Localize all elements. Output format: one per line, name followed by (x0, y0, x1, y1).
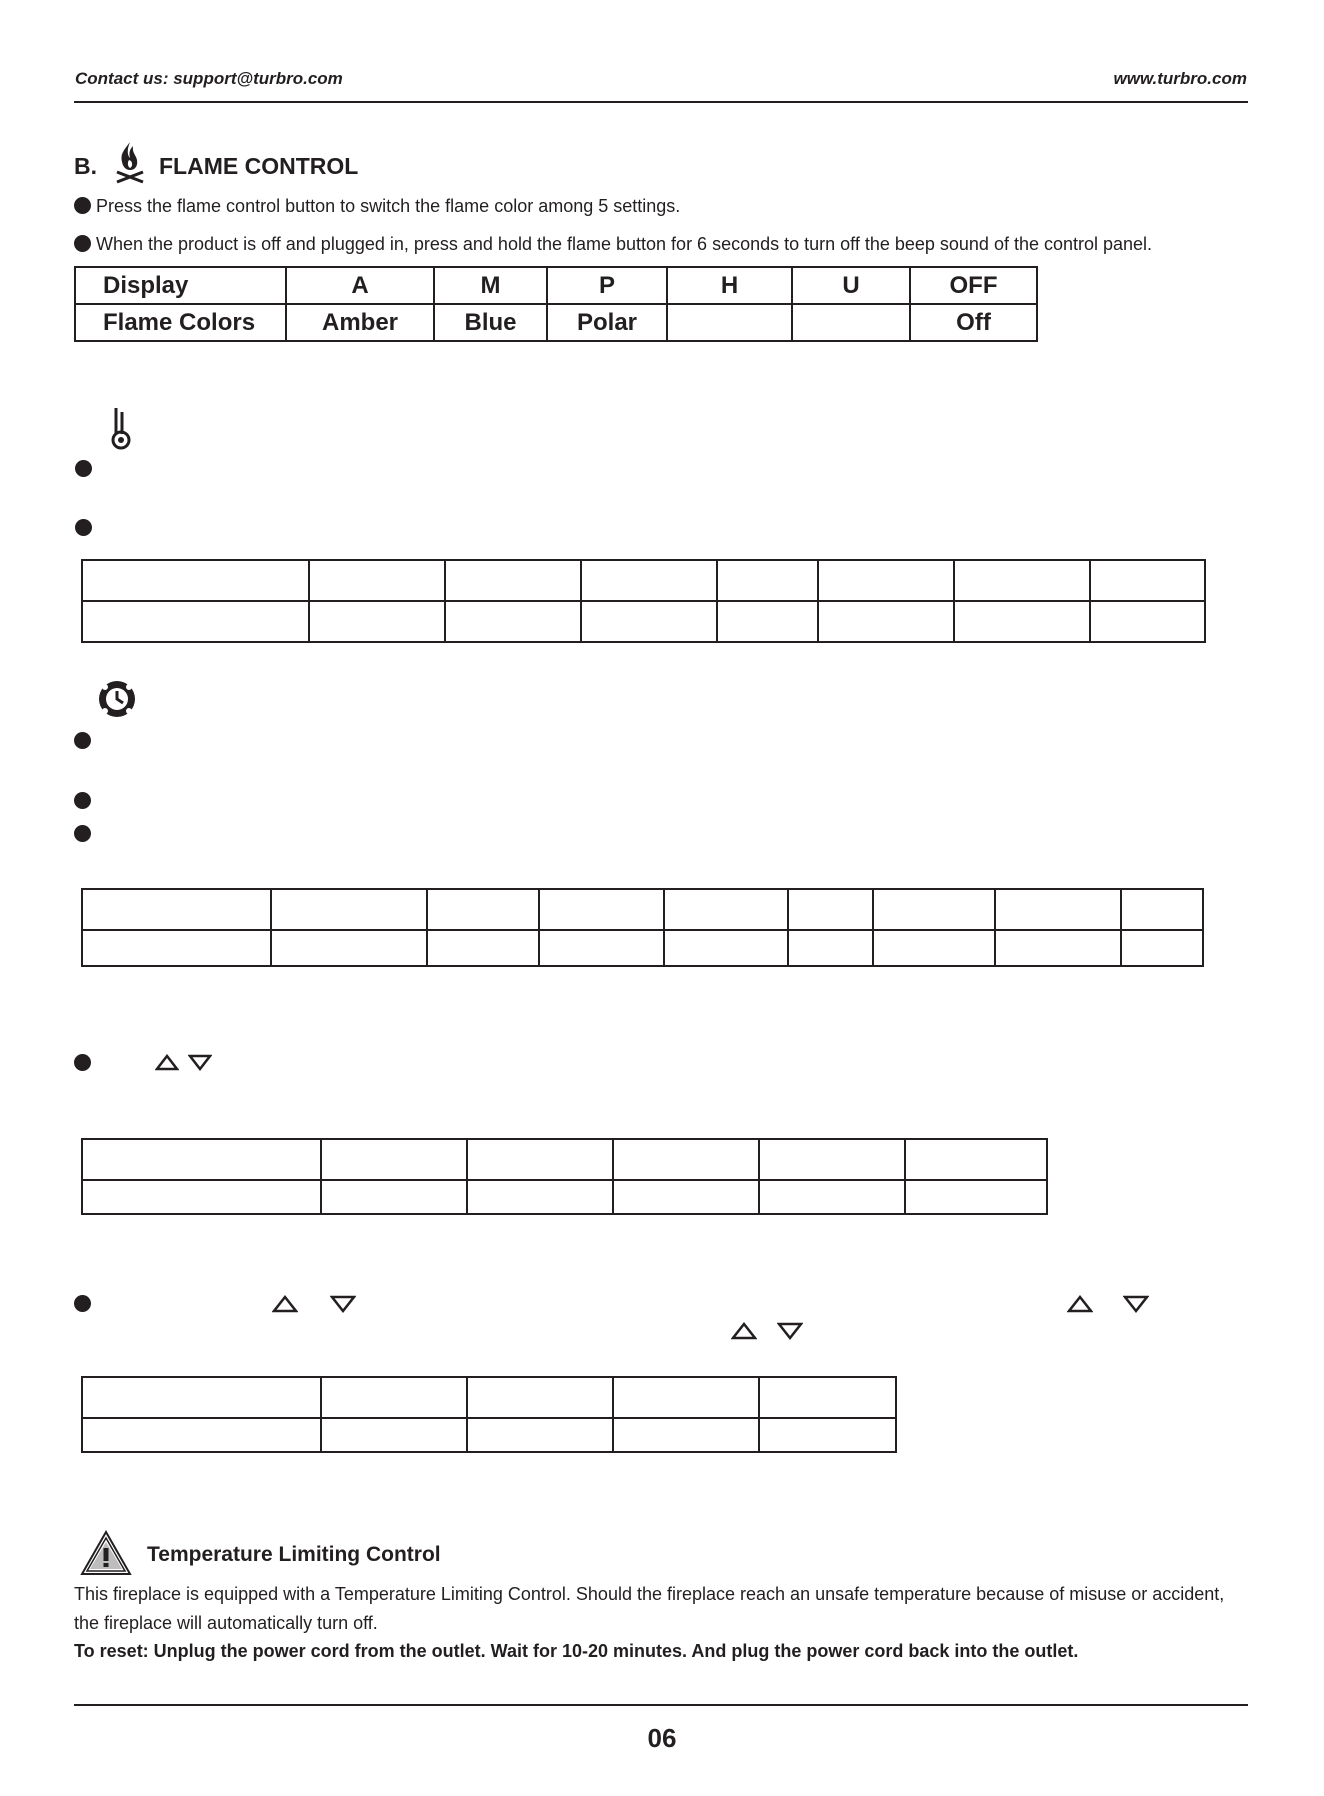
table-cell (995, 930, 1121, 966)
table-cell (759, 1377, 896, 1418)
warning-title: Temperature Limiting Control (147, 1543, 441, 1566)
footer-divider (74, 1704, 1248, 1706)
table-cell (82, 601, 309, 642)
website-url: www.turbro.com (1113, 69, 1247, 88)
table-cell: Blue (434, 304, 547, 341)
table-cell (759, 1139, 905, 1180)
table-cell (82, 889, 271, 930)
table-cell: M (434, 267, 547, 304)
bullet-dot (74, 1295, 91, 1312)
table-cell: P (547, 267, 667, 304)
table-cell (271, 889, 427, 930)
table-cell (905, 1139, 1047, 1180)
table-cell (321, 1418, 467, 1452)
table-cell (427, 930, 539, 966)
warning-triangle-icon (80, 1530, 132, 1576)
table-cell (539, 889, 664, 930)
up-triangle-icon (731, 1322, 757, 1340)
table-cell (717, 560, 818, 601)
bullet-dot (74, 732, 91, 749)
table-row (82, 889, 1203, 930)
table-cell (1090, 560, 1205, 601)
table-cell (445, 601, 581, 642)
table-cell (788, 889, 873, 930)
section-title: FLAME CONTROL (159, 153, 359, 179)
table-cell (309, 601, 445, 642)
table-cell (271, 930, 427, 966)
contact-email: Contact us: support@turbro.com (75, 69, 343, 88)
timer-icon (97, 679, 137, 719)
down-triangle-icon (777, 1322, 803, 1340)
table-row (82, 930, 1203, 966)
table-cell (321, 1377, 467, 1418)
table-cell (1121, 930, 1203, 966)
table-cell (873, 889, 995, 930)
table-cell (82, 930, 271, 966)
page-number: 06 (647, 1723, 677, 1753)
table-cell: A (286, 267, 434, 304)
bullet-dot (74, 235, 91, 252)
up-triangle-icon (1067, 1295, 1093, 1313)
table-cell (1090, 601, 1205, 642)
table-cell (321, 1139, 467, 1180)
table-cell (613, 1180, 759, 1214)
table-row (82, 1139, 1047, 1180)
table-cell (581, 601, 717, 642)
table-cell (467, 1418, 613, 1452)
table-cell (309, 560, 445, 601)
table-cell (664, 889, 788, 930)
table-cell (613, 1377, 759, 1418)
flame-bullet-2: When the product is off and plugged in, press and hold the flame button for 6 seconds to turn off the beep sound of the control panel. (96, 234, 1153, 254)
heat-table (81, 559, 1206, 643)
table-cell (717, 601, 818, 642)
down-triangle-icon (188, 1054, 212, 1071)
table-row (82, 1418, 896, 1452)
warning-body: This fireplace is equipped with a Temperature Limiting Control. Should the fireplace reach an unsafe temperature because of misuse or accident, the fireplace will automatically turn off. (74, 1584, 1225, 1633)
bullet-dot (74, 792, 91, 809)
bullet-dot (74, 1054, 91, 1071)
table-cell (818, 560, 954, 601)
setting-table-2 (81, 1376, 897, 1453)
table-cell: Amber (286, 304, 434, 341)
bullet-dot (74, 825, 91, 842)
table-cell (818, 601, 954, 642)
table-cell: OFF (910, 267, 1037, 304)
table-cell (954, 601, 1090, 642)
table-cell (82, 1418, 321, 1452)
section-letter: B. (74, 153, 97, 179)
table-cell (467, 1180, 613, 1214)
bullet-dot (75, 460, 92, 477)
table-cell (954, 560, 1090, 601)
header-divider (74, 101, 1248, 103)
table-row (82, 1180, 1047, 1214)
table-row (75, 267, 1037, 304)
table-cell (82, 560, 309, 601)
timer-table (81, 888, 1204, 967)
table-cell (445, 560, 581, 601)
table-cell (873, 930, 995, 966)
table-cell: Polar (547, 304, 667, 341)
table-cell (82, 1377, 321, 1418)
setting-table-1 (81, 1138, 1048, 1215)
table-cell (788, 930, 873, 966)
thermometer-icon (108, 406, 134, 450)
bullet-dot (75, 519, 92, 536)
table-cell (792, 304, 910, 341)
up-triangle-icon (272, 1295, 298, 1313)
table-cell: Display (75, 267, 286, 304)
table-cell (905, 1180, 1047, 1214)
table-cell (467, 1377, 613, 1418)
table-cell: U (792, 267, 910, 304)
bullet-dot (74, 197, 91, 214)
table-cell (427, 889, 539, 930)
table-cell: Off (910, 304, 1037, 341)
flame-icon (112, 140, 148, 184)
table-cell: H (667, 267, 792, 304)
table-cell (1121, 889, 1203, 930)
table-cell (667, 304, 792, 341)
reset-instructions: To reset: Unplug the power cord from the outlet. Wait for 10-20 minutes. And plug the power cord back into the outlet. (74, 1641, 1079, 1661)
table-cell (539, 930, 664, 966)
table-cell (82, 1180, 321, 1214)
table-cell (759, 1180, 905, 1214)
table-cell (759, 1418, 896, 1452)
table-cell (664, 930, 788, 966)
table-row (82, 1377, 896, 1418)
table-cell (581, 560, 717, 601)
table-row (82, 560, 1205, 601)
down-triangle-icon (1123, 1295, 1149, 1313)
table-cell (995, 889, 1121, 930)
down-triangle-icon (330, 1295, 356, 1313)
table-cell (82, 1139, 321, 1180)
table-cell (613, 1418, 759, 1452)
table-cell (321, 1180, 467, 1214)
table-row (82, 601, 1205, 642)
flame-bullet-1: Press the flame control button to switch the flame color among 5 settings. (96, 196, 681, 216)
table-cell (613, 1139, 759, 1180)
table-row (75, 304, 1037, 341)
table-cell (467, 1139, 613, 1180)
table-cell: Flame Colors (75, 304, 286, 341)
flame-color-table (74, 266, 1038, 342)
up-triangle-icon (155, 1054, 179, 1071)
